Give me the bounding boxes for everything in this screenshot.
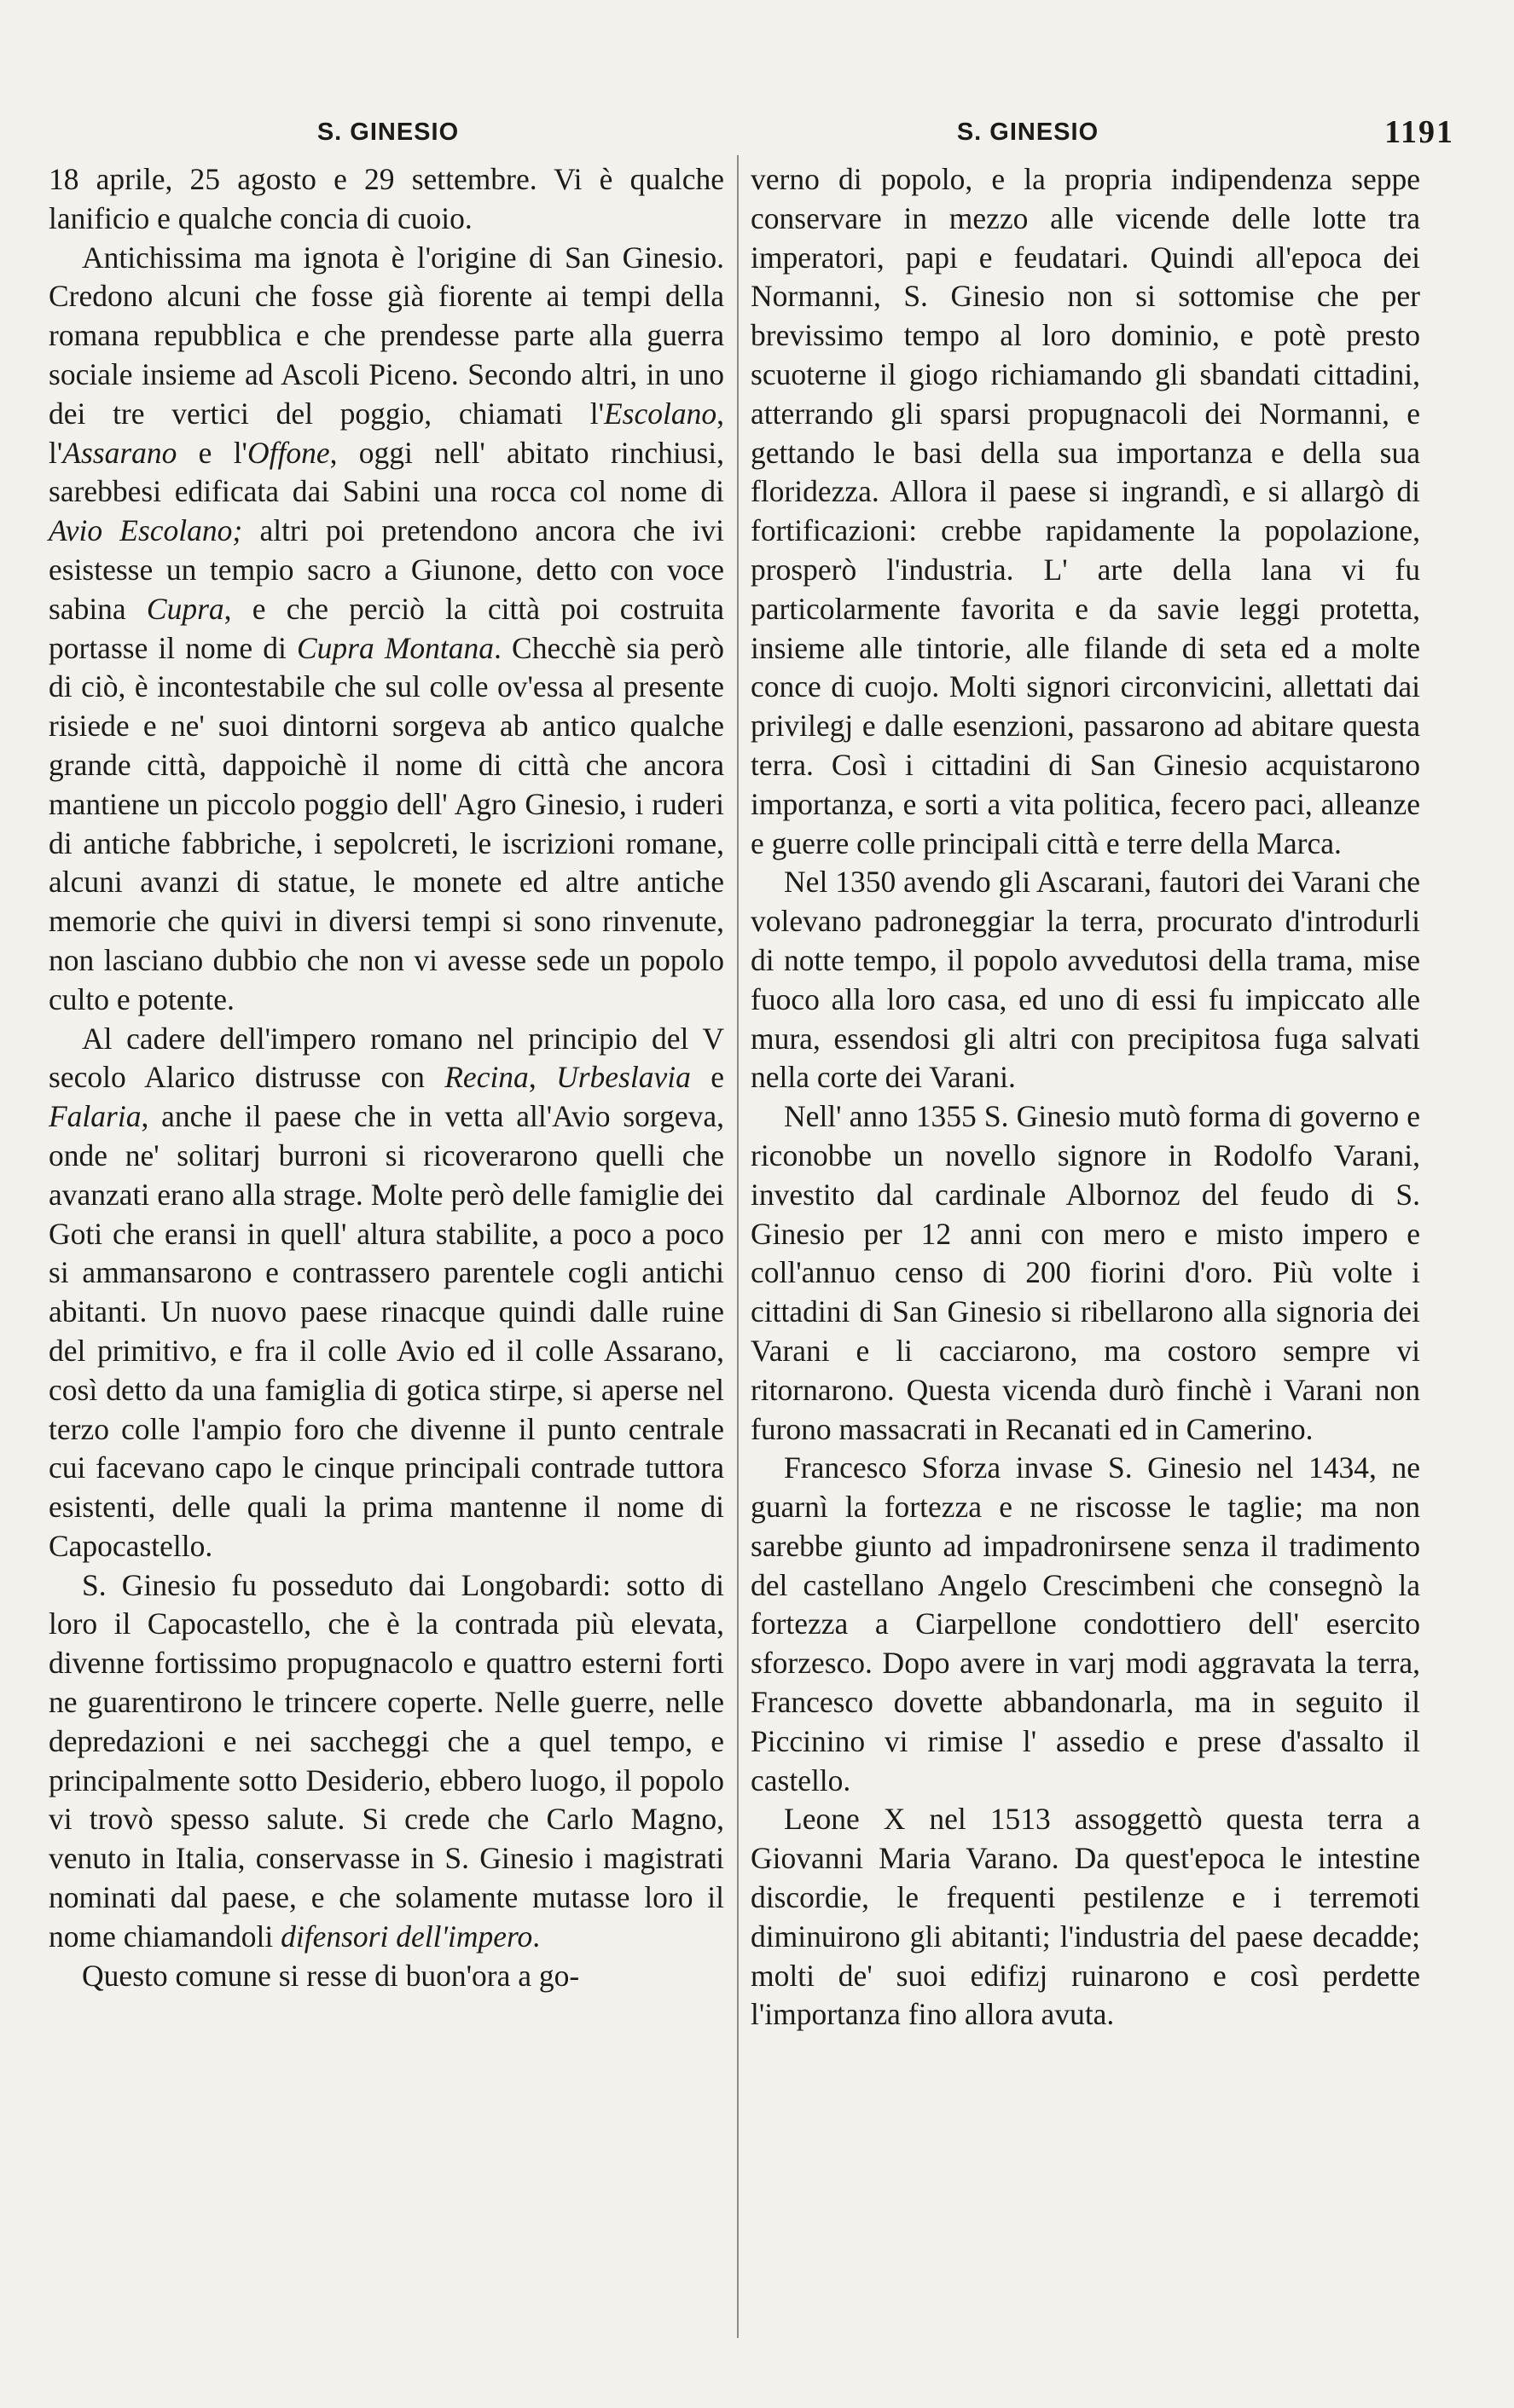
paragraph: Leone X nel 1513 assoggettò questa terra a Giovanni Maria Varano. Da quest'epoca le intestine discordie, le frequenti pestilenze e i terremoti diminuirono gli abitanti; l'industria del paese decadde; molti de' suoi edifizj ruinarono e così perdette l'importanza fino allora avuta.: [751, 1802, 1420, 2032]
paragraph: Francesco Sforza invase S. Ginesio nel 1434, ne guarnì la fortezza e ne riscosse le taglie; ma non sarebbe giunto ad impadronirsene senza il tradimento del castellano Angelo Crescimbeni che consegnò la fortezza a Ciarpellone condottiero dell' esercito sforzesco. Dopo avere in varj modi aggravata la terra, Francesco dovette abbandonarla, ma in seguito il Piccinino vi rimise l' assedio e prese d'assalto il castello.: [751, 1450, 1420, 1797]
left-running-head: S. GINESIO: [316, 119, 460, 146]
left-column: [49, 160, 724, 1995]
paragraph: 18 aprile, 25 agosto e 29 settembre. Vi è qualche lanificio e qualche concia di cuoio.: [49, 162, 724, 235]
paragraph: S. Ginesio fu posseduto dai Longobardi: sotto di loro il Capocastello, che è la contrada più elevata, divenne fortissimo propugnacolo e quattro esterni forti ne guarentirono le trincere coperte. Nelle guerre, nelle depredazioni e nei saccheggi che a quel tempo, e principalmente sotto Desiderio, ebbero luogo, il popolo vi trovò spesso salute. Si crede che Carlo Magno, venuto in Italia, conservasse in S. Ginesio i magistrati nominati dal paese, e che solamente mutasse loro il nome chiamandoli difensori dell'impero.: [49, 1567, 724, 1954]
paragraph: Antichissima ma ignota è l'origine di San Ginesio. Credono alcuni che fosse già fiorente ai tempi della romana repubblica e che prendesse parte alla guerra sociale insieme ad Ascoli Piceno. Secondo altri, in uno dei tre vertici del poggio, chiamati l'Escolano, l'Assarano e l'Offone, oggi nell' abitato rinchiusi, sarebbesi edificata dai Sabini una rocca col nome di Avio Escolano; altri poi pretendono ancora che ivi esistesse un tempio sacro a Giunone, detto con voce sabina Cupra, e che perciò la città poi costruita portasse il nome di Cupra Montana. Checchè sia però di ciò, è incontestabile che sul colle ov'essa al presente risiede e ne' suoi dintorni sorgeva ab antico qualche grande città, dappoichè il nome di città che ancora mantiene un piccolo poggio dell' Agro Ginesio, i ruderi di antiche fabbriche, i sepolcreti, le iscrizioni romane, alcuni avanzi di statue, le monete ed altre antiche memorie che quivi in diversi tempi si sono rinvenute, non lasciano dubbio che non vi avesse sede un popolo culto e potente.: [49, 240, 725, 1016]
paragraph: Nell' anno 1355 S. Ginesio mutò forma di governo e riconobbe un novello signore in Rodolfo Varani, investito dal cardinale Albornoz del feudo di S. Ginesio per 12 anni con mero e misto impero e coll'annuo censo di 200 fiorini d'oro. Più volte i cittadini di San Ginesio si ribellarono alla signoria dei Varani e li cacciarono, ma costoro sempre vi ritornarono. Questa vicenda durò finchè i Varani non furono massacrati in Recanati ed in Camerino.: [751, 1099, 1420, 1446]
paragraph: Questo comune si resse di buon'ora a go-: [82, 1958, 580, 1993]
column-divider: [737, 155, 739, 2338]
right-column: [751, 160, 1420, 2035]
right-running-head: S. GINESIO: [956, 119, 1099, 146]
paragraph: Al cadere dell'impero romano nel principio del V secolo Alarico distrusse con Recina, Urbeslavia e Falaria, anche il paese che in vetta all'Avio sorgeva, onde ne' solitarj burroni si ricoverarono quelli che avanzati erano alla strage. Molte però delle famiglie dei Goti che eransi in quell' altura stabilite, a poco a poco si ammansarono e contrassero parentele cogli antichi abitanti. Un nuovo paese rinacque quindi dalle ruine del primitivo, e fra il colle Avio ed il colle Assarano, così detto da una famiglia di gotica stirpe, si aperse nel terzo colle l'ampio foro che divenne il punto centrale cui facevano capo le cinque principali contrade tuttora esistenti, delle quali la prima mantenne il nome di Capocastello.: [49, 1021, 724, 1563]
paragraph: Nel 1350 avendo gli Ascarani, fautori dei Varani che volevano padroneggiar la terra, procurato d'introdurli di notte tempo, il popolo avvedutosi della trama, mise fuoco alla loro casa, ed uno di essi fu impiccato alle mura, essendosi gli altri con precipitosa fuga salvati nella corte dei Varani.: [751, 865, 1420, 1095]
paragraph: verno di popolo, e la propria indipendenza seppe conservare in mezzo alle vicende delle lotte tra imperatori, papi e feudatari. Quindi all'epoca dei Normanni, S. Ginesio non si sottomise che per brevissimo tempo al loro dominio, e potè presto scuoterne il giogo richiamando gli sbandati cittadini, atterrando gli sparsi propugnacoli dei Normanni, e gettando le basi della sua importanza e della sua floridezza. Allora il paese si ingrandì, e si allargò di fortificazioni: crebbe rapidamente la popolazione, prosperò l'industria. L' arte della lana vi fu particolarmente favorita e da savie leggi protetta, insieme alle tintorie, alle filande di seta ed a molte conce di cuojo. Molti signori circonvicini, allettati dai privilegj e dalle esenzioni, passarono ad abitare questa terra. Così i cittadini di San Ginesio acquistarono importanza, e sorti a vita politica, fecero paci, alleanze e guerre colle principali città e terre della Marca.: [751, 162, 1420, 860]
page-number: 1191: [1384, 114, 1454, 150]
